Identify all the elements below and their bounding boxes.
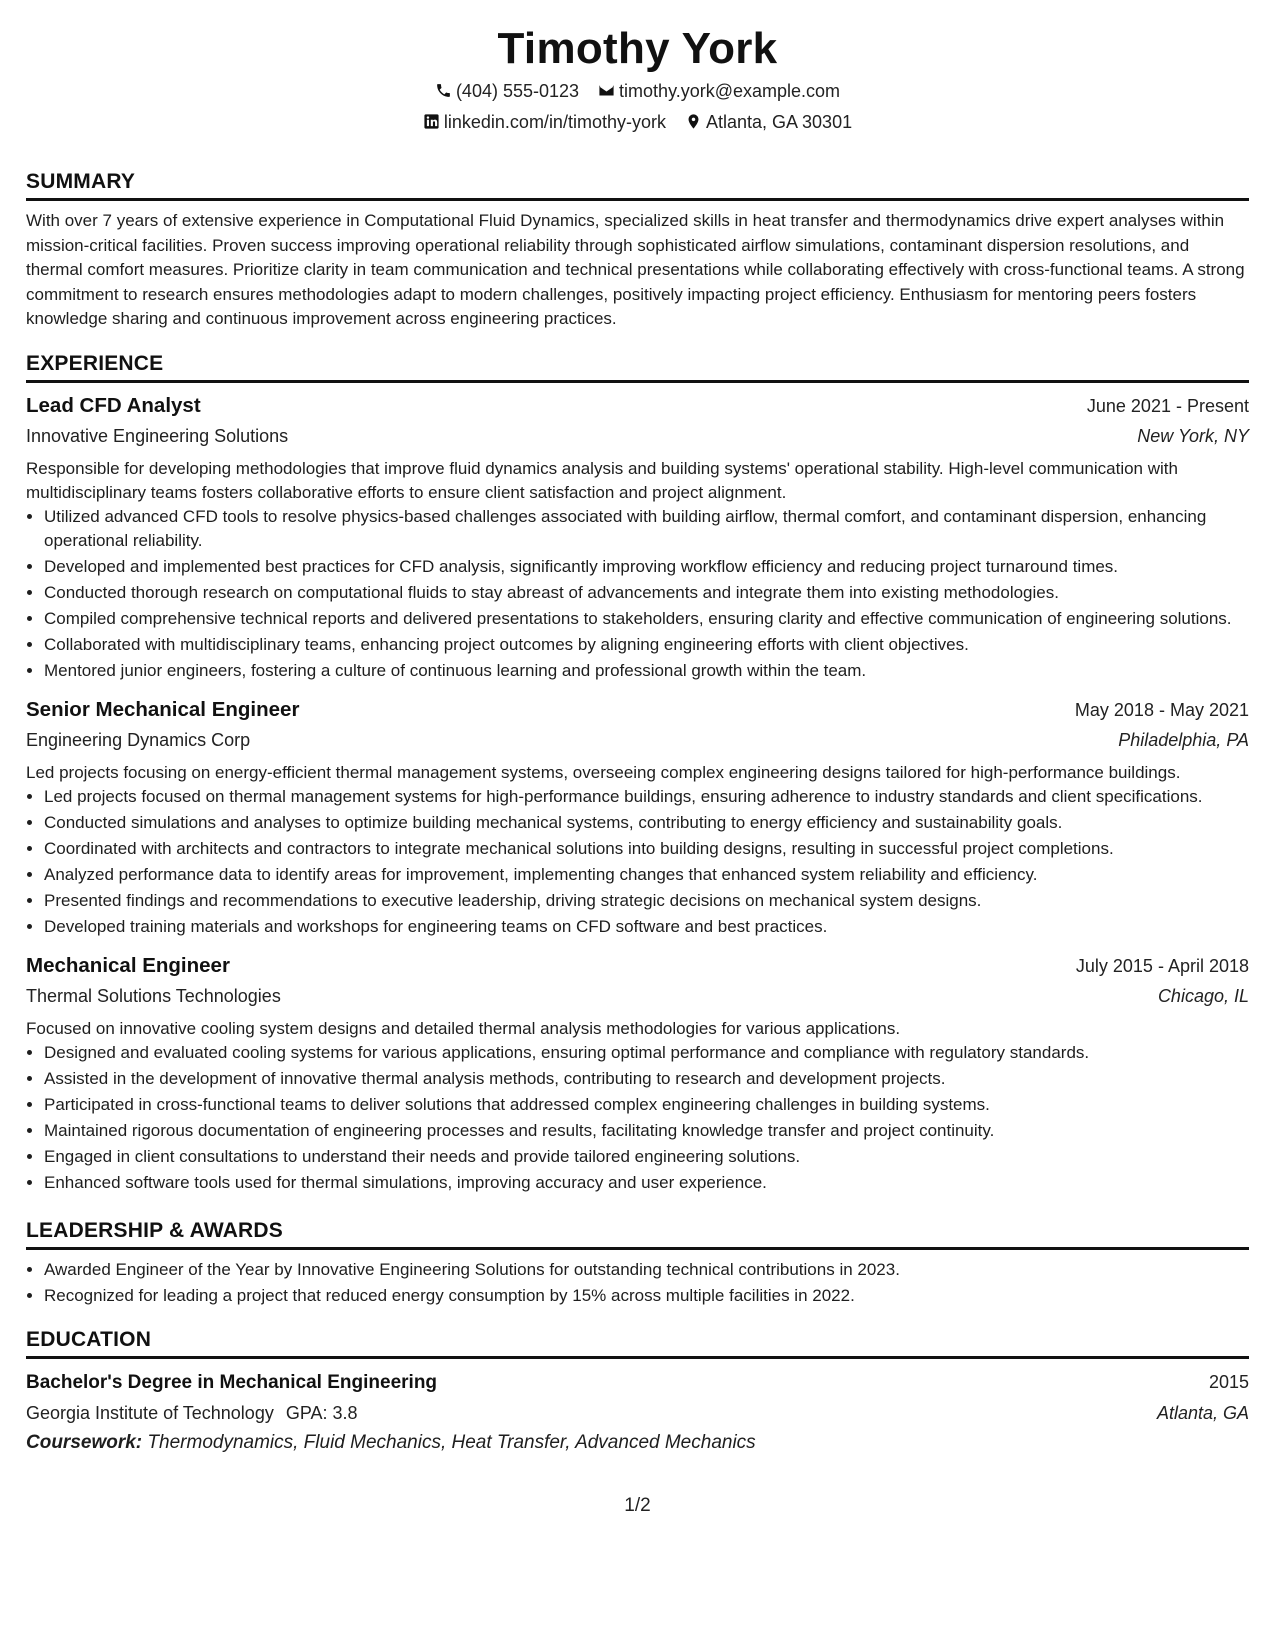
job-title: Senior Mechanical Engineer: [26, 697, 300, 721]
bullet-item: • Assisted in the development of innovative thermal analysis methods, contributing to research and development projects.: [44, 1067, 1249, 1091]
email-text[interactable]: timothy.york@example.com: [619, 81, 841, 101]
bullet-item: • Utilized advanced CFD tools to resolve physics-based challenges associated with building airflow, thermal comfort, and contaminant dispersion, enhancing operational reliability.: [44, 505, 1249, 553]
section-divider: [26, 1247, 1249, 1250]
education-section: [26, 1316, 1249, 1458]
award-item: • Awarded Engineer of the Year by Innovative Engineering Solutions for outstanding technical contributions in 2023.: [44, 1258, 1249, 1282]
bullet-item: • Enhanced software tools used for thermal simulations, improving accuracy and user experience.: [44, 1171, 1249, 1195]
bullet-item: • Compiled comprehensive technical reports and delivered presentations to stakeholders, ensuring clarity and effective communication of engineering solutions.: [44, 607, 1249, 631]
job-description: Focused on innovative cooling system designs and detailed thermal analysis methodologies for various applications.: [26, 1018, 901, 1038]
job-dates: July 2015 - April 2018: [1075, 955, 1249, 976]
bullet-item: • Developed training materials and workshops for engineering teams on CFD software and best practices.: [44, 915, 1249, 939]
bullet-item: • Analyzed performance data to identify areas for improvement, implementing changes that enhanced system reliability and efficiency.: [44, 863, 1249, 887]
bullet-item: • Designed and evaluated cooling systems for various applications, ensuring optimal performance and compliance with regulatory standards.: [44, 1041, 1249, 1065]
location-contact: [685, 107, 852, 138]
job-bullets: [26, 505, 1249, 683]
section-title-education: EDUCATION: [26, 1327, 152, 1351]
school-name: Georgia Institute of Technology: [26, 1402, 274, 1423]
job-dates: June 2021 - Present: [1086, 395, 1249, 416]
bullet-item: • Conducted thorough research on computational fluids to stay abreast of advancements and integrate them into existing methodologies.: [44, 581, 1249, 605]
linkedin-text[interactable]: linkedin.com/in/timothy-york: [443, 112, 666, 132]
bullet-item: • Conducted simulations and analyses to optimize building mechanical systems, contributing to energy efficiency and sustainability goals.: [44, 811, 1249, 835]
job-title: Lead CFD Analyst: [26, 393, 201, 417]
section-divider: [26, 1356, 1249, 1359]
company-name: Innovative Engineering Solutions: [26, 425, 289, 446]
resume-header: [26, 0, 1249, 138]
leadership-section: [26, 1207, 1249, 1308]
graduation-year: 2015: [1208, 1371, 1249, 1392]
award-bullets: [26, 1258, 1249, 1308]
job-location: Philadelphia, PA: [1118, 729, 1249, 750]
bullet-item: • Led projects focused on thermal management systems for high-performance buildings, ensuring adherence to industry standards and client specifications.: [44, 785, 1249, 809]
degree-title: Bachelor's Degree in Mechanical Engineering: [26, 1371, 438, 1393]
linkedin-icon: [423, 113, 440, 130]
location-text: Atlanta, GA 30301: [705, 112, 853, 132]
job-bullets: [26, 1041, 1249, 1195]
job-dates: May 2018 - May 2021: [1074, 699, 1249, 720]
page-number: 1/2: [624, 1495, 651, 1516]
bullet-item: • Presented findings and recommendations to executive leadership, driving strategic decisions on mechanical system designs.: [44, 889, 1249, 913]
job-entry: [26, 695, 1249, 939]
bullet-item: • Engaged in client consultations to understand their needs and provide tailored engineering solutions.: [44, 1145, 1249, 1169]
job-entry: [26, 391, 1249, 683]
company-name: Thermal Solutions Technologies: [26, 985, 281, 1006]
job-location: Chicago, IL: [1157, 985, 1249, 1006]
section-title-summary: SUMMARY: [26, 170, 136, 193]
coursework: [26, 1428, 1249, 1458]
school-info: [26, 1398, 358, 1428]
linkedin-contact[interactable]: [423, 107, 666, 138]
phone-text: (404) 555-0123: [455, 81, 580, 101]
job-title: Mechanical Engineer: [26, 953, 230, 977]
summary-text: With over 7 years of extensive experience in Computational Fluid Dynamics, specialized skills in heat transfer and thermodynamics drive expert analyses within mission-critical facilities. Proven success improving operational reliability through sophisticated airflow simulations, contaminant dispersion resolutions, and thermal comfort measures. Prioritize clarity in team communication and technical presentations while collaborating effectively with cross-functional teams. A strong commitment to research ensures methodologies adapt to modern challenges, positively impacting project efficiency. Enthusiasm for mentoring peers fosters knowledge sharing and continuous improvement across engineering practices.: [26, 211, 1245, 328]
award-item: • Recognized for leading a project that reduced energy consumption by 15% across multiple facilities in 2022.: [44, 1284, 1249, 1308]
experience-section: [26, 340, 1249, 1195]
job-entry: [26, 951, 1249, 1195]
job-location: New York, NY: [1137, 425, 1249, 446]
bullet-item: • Participated in cross-functional teams to deliver solutions that addressed complex engineering challenges in building systems.: [44, 1093, 1249, 1117]
bullet-item: • Developed and implemented best practices for CFD analysis, significantly improving workflow efficiency and reducing project turnaround times.: [44, 555, 1249, 579]
coursework-list: Thermodynamics, Fluid Mechanics, Heat Transfer, Advanced Mechanics: [142, 1431, 756, 1453]
job-description: Responsible for developing methodologies that improve fluid dynamics analysis and building systems' operational stability. High-level communication with multidisciplinary teams fosters collaborative efforts to ensure client satisfaction and project alignment.: [26, 458, 1178, 502]
bullet-item: • Mentored junior engineers, fostering a culture of continuous learning and professional growth within the team.: [44, 659, 1249, 683]
contact-line-1: [26, 76, 1249, 107]
coursework-label: Coursework:: [26, 1431, 143, 1453]
phone-icon: [435, 82, 452, 99]
bullet-item: • Coordinated with architects and contractors to integrate mechanical solutions into building designs, resulting in successful project completions.: [44, 837, 1249, 861]
company-name: Engineering Dynamics Corp: [26, 729, 251, 750]
map-pin-icon: [685, 113, 702, 130]
bullet-item: • Maintained rigorous documentation of engineering processes and results, facilitating knowledge transfer and project continuity.: [44, 1119, 1249, 1143]
job-description: Led projects focusing on energy-efficient thermal management systems, overseeing complex engineering designs tailored for high-performance buildings.: [26, 762, 1181, 782]
section-title-leadership: LEADERSHIP & AWARDS: [26, 1218, 283, 1242]
section-title-experience: EXPERIENCE: [26, 351, 164, 375]
candidate-name: Timothy York: [497, 24, 778, 73]
envelope-icon: [598, 82, 615, 99]
gpa: GPA: 3.8: [285, 1402, 358, 1423]
section-divider: [26, 380, 1249, 383]
summary-section: [26, 158, 1249, 332]
phone-contact: [435, 76, 579, 107]
contact-line-2: [26, 107, 1249, 138]
section-divider: [26, 198, 1249, 201]
school-location: Atlanta, GA: [1156, 1402, 1249, 1423]
bullet-item: • Collaborated with multidisciplinary teams, enhancing project outcomes by aligning engineering efforts with client objectives.: [44, 633, 1249, 657]
job-bullets: [26, 785, 1249, 939]
email-contact[interactable]: [598, 76, 840, 107]
